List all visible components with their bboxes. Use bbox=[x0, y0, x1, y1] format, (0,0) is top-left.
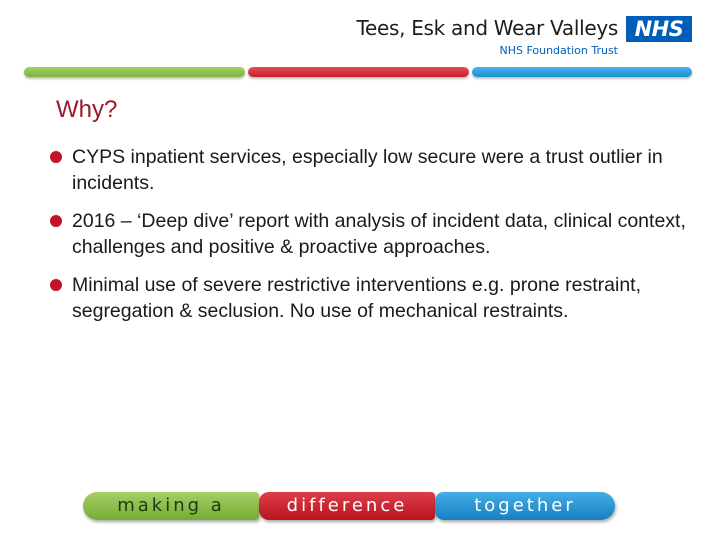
header-stripes bbox=[24, 67, 692, 77]
trust-logo bbox=[356, 14, 692, 60]
bullet-dot-icon bbox=[50, 151, 62, 163]
bullet-item bbox=[46, 144, 696, 196]
slide-title: Why? bbox=[56, 96, 118, 123]
org-name: Tees, Esk and Wear Valleys bbox=[356, 16, 618, 40]
bullet-item bbox=[46, 208, 696, 260]
blue-stripe bbox=[472, 67, 692, 77]
bullet-dot-icon bbox=[50, 279, 62, 291]
bullet-list bbox=[46, 144, 696, 336]
nhs-logo: NHS bbox=[626, 16, 692, 42]
bullet-text: Minimal use of severe restrictive interventions e.g. prone restraint, segregation & seclusion. No use of mechanical restraints. bbox=[72, 274, 641, 322]
bullet-dot-icon bbox=[50, 215, 62, 227]
green-stripe bbox=[24, 67, 245, 77]
org-subtitle: NHS Foundation Trust bbox=[499, 44, 618, 57]
bullet-item bbox=[46, 272, 696, 324]
bullet-text: 2016 – ‘Deep dive’ report with analysis of incident data, clinical context, challenges and positive & proactive approaches. bbox=[72, 210, 686, 258]
footer-making-a: making a bbox=[83, 492, 259, 520]
footer-banner bbox=[83, 492, 615, 522]
red-stripe bbox=[248, 67, 469, 77]
footer-difference: difference bbox=[259, 492, 435, 520]
bullet-text: CYPS inpatient services, especially low secure were a trust outlier in incidents. bbox=[72, 146, 663, 194]
footer-together: together bbox=[435, 492, 615, 520]
